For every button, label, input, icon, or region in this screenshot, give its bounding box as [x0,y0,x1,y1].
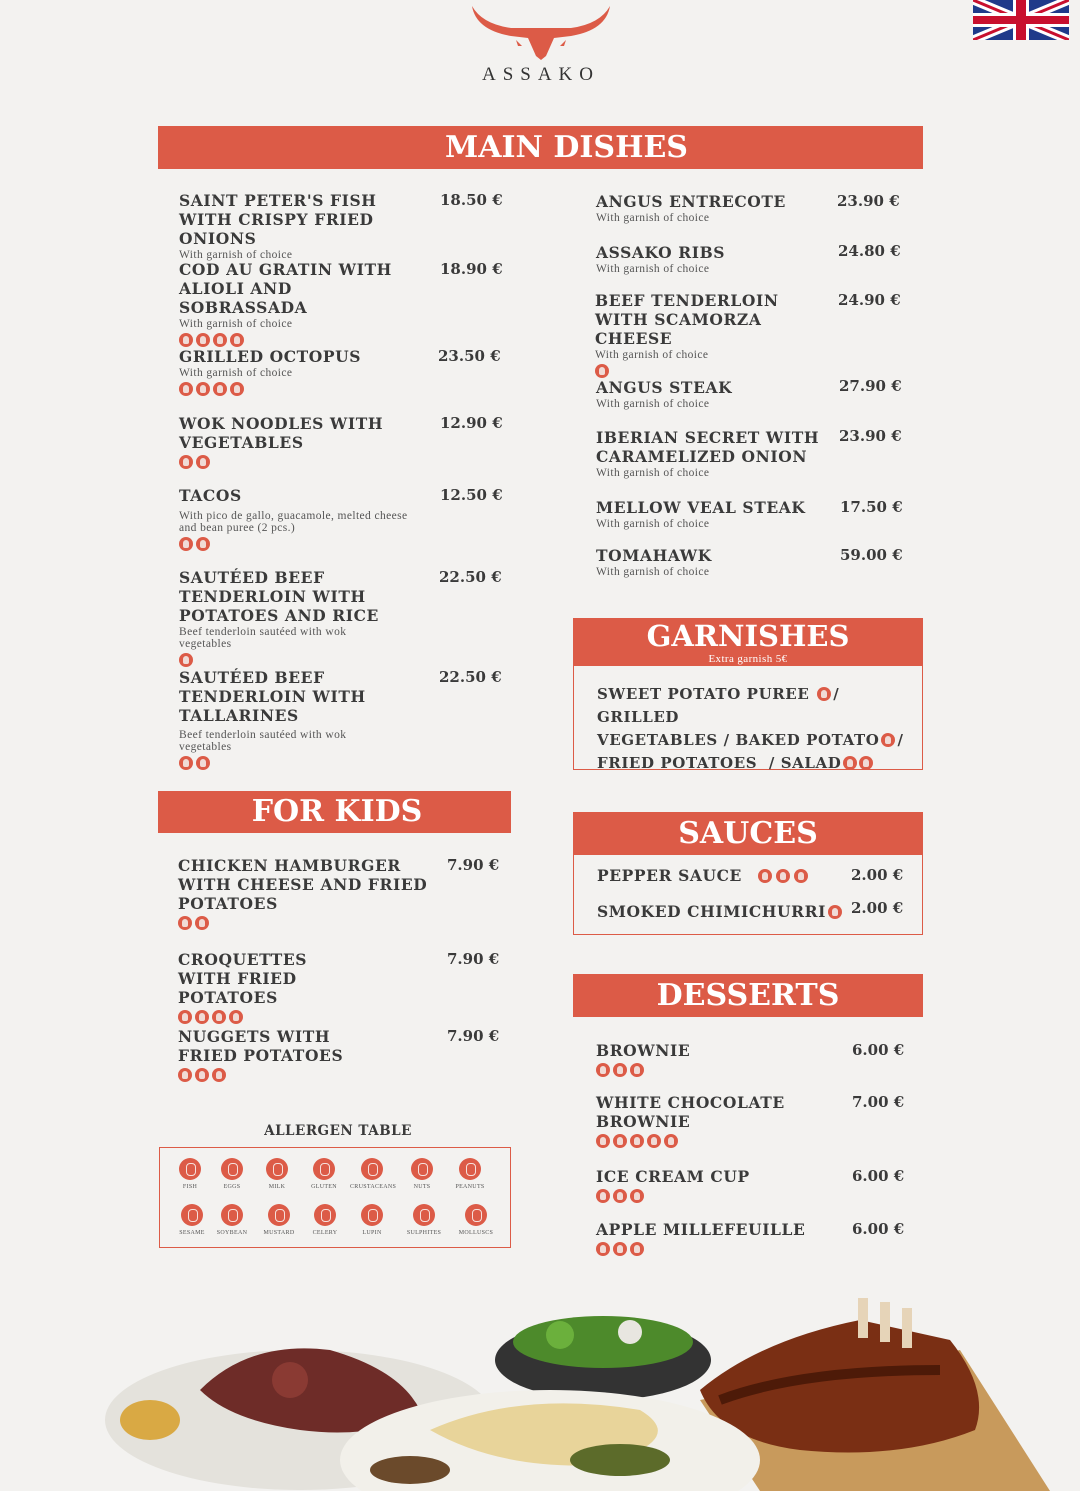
item-desc: With garnish of choice [596,212,710,224]
milk-allergen-icon [613,1242,627,1256]
garnishes-title: GARNISHES [646,619,850,653]
eggs-allergen-icon [213,333,227,347]
item-price: 7.90 € [447,1027,500,1045]
celery-allergen [303,1204,347,1237]
item-name: CHICKEN HAMBURGER WITH CHEESE AND FRIED POTATOES [178,856,428,913]
lupin-icon [361,1204,383,1226]
sesame-allergen [170,1204,214,1237]
item-price: 23.90 € [837,192,900,210]
menu-item [596,546,826,578]
item-name: CROQUETTES WITH FRIED POTATOES [178,950,308,1007]
menu-item [178,950,428,1024]
allergen-icons [179,653,424,667]
milk-allergen-icon [881,733,895,747]
item-price: 22.50 € [439,568,502,586]
shell-icon [465,1204,487,1226]
allergen-icons [596,1242,816,1256]
allergen-label: GLUTEN [311,1184,337,1190]
item-name [597,866,810,885]
allergen-icons [179,756,424,770]
menu-item [179,347,419,396]
nuts-allergen-icon [647,1134,661,1148]
item-price: 6.00 € [852,1041,905,1059]
item-price: 6.00 € [852,1220,905,1238]
milk-allergen-icon [196,537,210,551]
soybean-allergen-icon [664,1134,678,1148]
allergen-icons [178,916,428,930]
allergen-label: SOYBEAN [216,1230,248,1236]
allergen-label: CRUSTACEANS [350,1184,397,1190]
gluten-allergen-icon [179,455,193,469]
item-price: 7.90 € [447,950,500,968]
menu-item [596,1041,796,1077]
garnish-line: / GRILLED [597,685,840,726]
item-price: 27.90 € [839,377,902,395]
garnish-line: / [897,731,904,749]
item-name: GRILLED OCTOPUS [179,347,362,366]
gluten-allergen-icon [630,1242,644,1256]
milk-allergen-icon [613,1063,627,1077]
soybean-allergen [210,1204,254,1237]
milk-allergen-icon [613,1189,627,1203]
wine-bottle-icon [413,1204,435,1226]
allergen-icons [178,1068,428,1082]
allergen-table [159,1147,511,1248]
item-name: ANGUS STEAK [596,378,733,397]
soybean-allergen-icon [196,455,210,469]
milk-allergen-icon [178,916,192,930]
main-dishes-title: MAIN DISHES [445,130,688,165]
item-name: APPLE MILLEFEUILLE [596,1220,806,1239]
milk-allergen-icon [230,333,244,347]
milk-allergen [255,1158,299,1191]
peanuts-allergen [448,1158,492,1191]
item-desc: Beef tenderloin sautéed with wok vegetables [179,626,347,650]
item-name: BROWNIE [596,1041,691,1060]
item-name: WOK NOODLES WITH VEGETABLES [179,414,384,452]
gluten-allergen-icon [212,1068,226,1082]
allergen-label: PEANUTS [455,1184,485,1190]
soybean-allergen-icon [196,756,210,770]
sauce-name: SMOKED CHIMICHURRI [597,902,826,921]
milk-allergen-icon [817,687,831,701]
sauce-item [597,902,844,921]
item-desc: With garnish of choice [179,367,293,379]
milk-allergen-icon [595,364,609,378]
item-name: TOMAHAWK [596,546,712,565]
mustard-icon [268,1204,290,1226]
item-name: NUGGETS WITH FRIED POTATOES [178,1027,344,1065]
menu-item [596,378,826,410]
crab-icon [361,1158,383,1180]
item-name: ASSAKO RIBS [596,243,726,262]
sauce-name: PEPPER SAUCE [597,866,742,885]
nut-icon [411,1158,433,1180]
item-name: COD AU GRATIN WITH ALIOLI AND SOBRASSADA [179,260,392,317]
garnishes-note: Extra garnish 5€ [708,653,788,665]
allergen-icons [179,333,419,347]
item-price: 18.50 € [440,191,503,209]
item-name: MELLOW VEAL STEAK [596,498,806,517]
allergen-label: MILK [268,1184,286,1190]
milk-allergen-icon [613,1134,627,1148]
item-desc: With garnish of choice [596,263,710,275]
eggs-allergen-icon [596,1242,610,1256]
allergen-table-title: ALLERGEN TABLE [264,1123,412,1139]
egg-icon [221,1158,243,1180]
item-name: IBERIAN SECRET WITH CARAMELIZED ONION [596,428,820,466]
sauces-title: SAUCES [678,816,818,851]
uk-flag-icon[interactable] [973,0,1069,40]
milk-allergen-icon [230,382,244,396]
item-desc: With garnish of choice [596,467,710,479]
allergen-label: MOLLUSCS [458,1230,494,1236]
item-price: 23.90 € [839,427,902,445]
gluten-allergen-icon [179,756,193,770]
menu-item [596,1093,796,1148]
gluten-allergen-icon [195,916,209,930]
brand-logo [466,0,616,90]
eggs-allergen-icon [596,1134,610,1148]
eggs-allergen [210,1158,254,1191]
eggs-allergen-icon [212,1010,226,1024]
item-desc: With garnish of choice [596,566,710,578]
milk-allergen-icon [178,1010,192,1024]
menu-item [596,428,826,479]
garnishes-banner [573,618,923,666]
item-price: 7.90 € [447,856,500,874]
allergen-label: NUTS [413,1184,431,1190]
item-desc: With garnish of choice [596,518,710,530]
item-price: 24.90 € [838,291,901,309]
desserts-banner [573,974,923,1017]
item-desc: With garnish of choice [596,398,710,410]
allergen-icons [178,1010,428,1024]
soybean-allergen-icon [794,869,808,883]
allergen-icons [595,364,825,378]
item-price: 23.50 € [438,347,501,365]
eggs-allergen-icon [213,382,227,396]
item-name [597,902,844,921]
menu-item [596,192,826,224]
menu-item [596,498,826,530]
allergen-label: FISH [182,1184,198,1190]
milk-allergen-icon [178,1068,192,1082]
menu-item [179,568,424,667]
allergen-icons [596,1134,796,1148]
sulphites-allergen-icon [196,382,210,396]
allergen-label: CELERY [312,1230,338,1236]
for-kids-title: FOR KIDS [251,794,423,829]
menu-item [596,1220,816,1256]
gluten-allergen-icon [179,653,193,667]
allergen-icons [179,537,424,551]
item-desc: With garnish of choice [179,249,293,261]
nuts-allergen [400,1158,444,1191]
item-price: 6.00 € [852,1167,905,1185]
item-desc: With garnish of choice [595,349,709,361]
menu-item [178,856,428,930]
item-desc: With pico de gallo, guacamole, melted cheese and bean puree (2 pcs.) [179,510,408,534]
menu-item [179,668,424,770]
gluten-allergen-icon [630,1189,644,1203]
item-name: TACOS [179,486,242,505]
item-price: 24.80 € [838,242,901,260]
sauces-banner [573,812,923,855]
menu-item [178,1027,428,1082]
fish-allergen [168,1158,212,1191]
item-price: 7.00 € [852,1093,905,1111]
crustaceans-allergen [350,1158,397,1191]
menu-item [179,191,419,261]
celery-icon [314,1204,336,1226]
gluten-allergen-icon [630,1063,644,1077]
nuts-allergen-icon [859,756,873,770]
item-price: 12.90 € [440,414,503,432]
language-flag-uk[interactable] [973,0,1069,40]
garnish-line: SWEET POTATO PUREE [597,685,810,703]
main-dishes-banner [158,126,923,169]
menu-item [595,291,825,378]
desserts-title: DESSERTS [656,978,840,1013]
allergen-label: SULPHITES [406,1230,442,1236]
garnish-line: VEGETABLES / BAKED POTATO [597,731,880,749]
milk-icon [266,1158,288,1180]
sulphites-allergen-icon [828,905,842,919]
item-name: SAUTÉED BEEF TENDERLOIN WITH TALLARINES [179,668,366,725]
food-plates-image [0,1280,1080,1491]
food-photo [0,1280,1080,1491]
soybean-allergen-icon [195,1010,209,1024]
sulphites-allergen-icon [843,756,857,770]
brand-name: ASSAKO [481,64,601,85]
garnish-line: FRIED POTATOES / SALAD [597,754,842,772]
allergen-label: LUPIN [362,1230,382,1236]
peanut-icon [459,1158,481,1180]
soybean-icon [221,1204,243,1226]
gluten-allergen-icon [196,333,210,347]
fish-allergen-icon [179,333,193,347]
bull-horns-icon [466,0,616,64]
item-price: 12.50 € [440,486,503,504]
molluscs-allergen [454,1204,498,1237]
gluten-allergen-icon [776,869,790,883]
allergen-label: EGGS [223,1184,241,1190]
gluten-allergen-icon [179,537,193,551]
eggs-allergen-icon [596,1189,610,1203]
item-name: ANGUS ENTRECOTE [596,192,786,211]
item-name: ICE CREAM CUP [596,1167,750,1186]
menu-item [596,243,826,275]
allergen-icons [596,1189,796,1203]
sauce-item [597,866,810,885]
menu-item [179,486,424,551]
menu-item [596,1167,796,1203]
item-desc: Beef tenderloin sautéed with wok vegetables [179,729,347,753]
item-name: SAINT PETER'S FISH WITH CRISPY FRIED ONIONS [179,191,377,248]
item-price: 59.00 € [840,546,903,564]
allergen-icons [179,382,419,396]
gluten-allergen-icon [179,382,193,396]
allergen-label: SESAME [179,1230,205,1236]
item-price: 18.90 € [440,260,503,278]
item-price: 17.50 € [840,498,903,516]
allergen-icons [596,1063,796,1077]
menu-item [179,260,419,347]
fish-icon [179,1158,201,1180]
sulphites-allergen [402,1204,446,1237]
gluten-allergen [302,1158,346,1191]
item-name: WHITE CHOCOLATE BROWNIE [596,1093,785,1131]
garnishes-list [597,683,917,775]
gluten-allergen-icon [229,1010,243,1024]
menu-item [179,414,419,469]
item-price: 22.50 € [439,668,502,686]
lupin-allergen [350,1204,394,1237]
wheat-icon [313,1158,335,1180]
soybean-allergen-icon [195,1068,209,1082]
eggs-allergen-icon [596,1063,610,1077]
item-name: BEEF TENDERLOIN WITH SCAMORZA CHEESE [595,291,779,348]
item-price: 2.00 € [851,899,904,917]
gluten-allergen-icon [630,1134,644,1148]
item-desc: With garnish of choice [179,318,293,330]
allergen-icons [179,455,419,469]
mustard-allergen [257,1204,301,1237]
sesame-icon [181,1204,203,1226]
item-name: SAUTÉED BEEF TENDERLOIN WITH POTATOES AND RICE [179,568,379,625]
for-kids-banner [158,791,511,833]
allergen-label: MUSTARD [263,1230,295,1236]
item-price: 2.00 € [851,866,904,884]
milk-allergen-icon [758,869,772,883]
